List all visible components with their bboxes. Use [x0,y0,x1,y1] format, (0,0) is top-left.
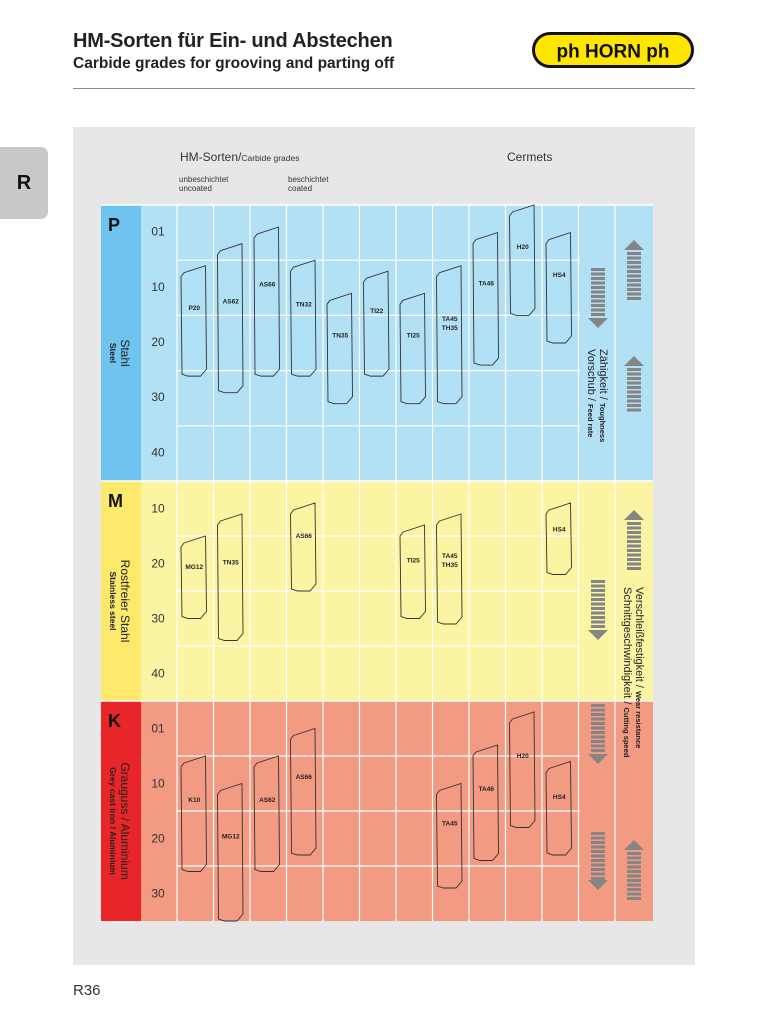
arrow-stripe [591,718,605,721]
arrow-stripe [627,404,641,407]
arrow-stripe [591,877,605,880]
section-letter-K: K [108,711,121,731]
arrow-stripe [627,888,641,891]
arrow-stripe [591,585,605,588]
arrow-stripe [591,704,605,707]
arrow-stripe [627,373,641,376]
label-feed-rate [585,349,597,437]
grade-label: HS4 [552,526,566,534]
label-cutting-speed-de: Schnittgeschwindigkeit / [621,587,633,708]
section-tab[interactable]: R [0,147,48,219]
scale-label: 01 [151,721,165,736]
arrow-stripe [627,527,641,530]
arrow-stripe [591,873,605,876]
arrow-stripe [627,400,641,403]
arrow-stripe [591,745,605,748]
arrow-stripe [627,536,641,539]
arrow-stripe [627,275,641,278]
arrow-stripe [627,270,641,273]
arrow-stripe [591,309,605,312]
arrow-down-p [588,268,608,328]
arrow-stripe [627,288,641,291]
arrow-stripe [591,598,605,601]
arrow-stripe [627,567,641,570]
uncoated-en: uncoated [179,184,212,193]
arrow-stripe [591,277,605,280]
grade-label: MG12 [221,833,240,841]
arrow-stripe [627,884,641,887]
label-feed-rate-de: Vorschub / [585,349,597,405]
grade-label: K10 [188,797,201,805]
arrow-stripe [627,554,641,557]
arrow-stripe [627,870,641,873]
arrow-stripe [591,286,605,289]
arrow-stripe [627,391,641,394]
page-number: R36 [73,982,101,999]
arrow-stripe [591,713,605,716]
grade-label: TA45 [442,553,458,560]
arrow-stripe [627,879,641,882]
arrow-stripe [627,857,641,860]
arrow-stripe [627,297,641,300]
arrow-stripe [627,861,641,864]
arrow-stripe [591,291,605,294]
section-letter-M: M [108,491,123,511]
section-M [101,481,653,701]
arrow-stripe [627,540,641,543]
label-cutting-speed [621,587,633,758]
grade-label: TA46 [478,786,494,794]
arrow-stripe [627,893,641,896]
page-subtitle: Carbide grades for grooving and parting off [73,55,395,72]
grade-label: TN32 [295,301,312,309]
grade-label: AS66 [295,774,312,782]
arrow-stripe [627,252,641,255]
grade-label: HS4 [552,793,566,801]
label-toughness-de: Zähigkeit / [597,349,609,403]
grade-label: TA45 [442,315,458,323]
scale-label: 30 [151,611,165,626]
scale-label: 20 [151,335,165,349]
arrow-down-k-top [588,704,608,764]
grade-label: AS66 [295,533,312,541]
arrow-stripe [627,409,641,412]
arrow-stripe [591,589,605,592]
arrow-stripe [627,377,641,380]
section-letter-P: P [108,215,121,235]
arrow-stripe [627,866,641,869]
carbide-grades-de: HM-Sorten/ [180,150,242,164]
grade-label: TA45 [442,820,458,828]
arrow-stripe [627,293,641,296]
grade-label: TI22 [370,308,384,316]
section-name-P [108,339,132,366]
arrow-stripe [591,709,605,712]
label-feed-rate-text [585,349,597,437]
arrow-stripe [591,603,605,606]
grade-label: TH35 [441,562,458,569]
arrow-stripe [591,832,605,835]
arrow-stripe [627,549,641,552]
grade-label: AS62 [222,298,239,306]
section-name-K [108,762,132,879]
arrow-stripe [627,522,641,525]
arrow-stripe [627,545,641,548]
grade-label: TN35 [222,559,239,567]
arrow-stripe [591,841,605,844]
grade-label: AS62 [259,797,276,805]
grade-label: TA46 [478,280,494,288]
label-toughness-text [597,349,609,442]
arrow-stripe [591,859,605,862]
arrow-stripe [591,300,605,303]
arrow-stripe [627,382,641,385]
cermets-header: Cermets [507,150,553,164]
grade-label: H20 [516,244,529,252]
coated-en: coated [288,184,313,193]
arrow-up-m [624,510,644,570]
arrow-stripe [591,607,605,610]
arrow-stripe [591,855,605,858]
scale-label: 20 [151,556,165,571]
arrow-stripe [591,616,605,619]
arrow-stripe [591,580,605,583]
grade-label: AS66 [259,281,276,289]
arrow-stripe [591,722,605,725]
arrow-stripe [627,852,641,855]
section-P [101,205,653,481]
arrow-stripe [591,740,605,743]
label-cutting-speed-en: Cutting speed [622,707,631,758]
arrow-stripe [591,612,605,615]
scale-label: 10 [151,776,165,791]
arrow-stripe [591,295,605,298]
arrow-stripe [591,731,605,734]
arrow-stripe [591,304,605,307]
label-toughness [597,349,609,442]
arrow-stripe [591,727,605,730]
section-name-M [108,560,132,643]
logo-text: ph HORN ph [556,41,670,63]
section-name-en: Grey cast iron / Aluminium [108,767,118,875]
label-toughness-en: Toughness [598,402,607,443]
grade-label: TN35 [332,332,349,340]
uncoated-de: unbeschichtet [179,175,229,184]
scale-label: 10 [151,501,165,516]
label-wear-resistance [633,587,645,748]
grid-bg-P [177,205,653,481]
grade-label: TI25 [406,557,420,565]
arrow-stripe [591,594,605,597]
arrow-stripe [591,868,605,871]
grade-label: H20 [516,753,529,761]
grade-label: MG12 [185,564,204,571]
arrow-down-m [588,580,608,640]
section-name-de: Stahl [118,339,132,367]
label-feed-rate-en: Feed rate [586,404,595,438]
arrow-stripe [591,837,605,840]
grade-label: P20 [188,304,201,312]
grade-label: HS4 [552,271,566,279]
arrow-stripe [591,282,605,285]
arrow-stripe [591,621,605,624]
label-wear-resistance-de: Verschleißfestigkeit / [633,587,645,691]
arrow-stripe [591,736,605,739]
arrow-stripe [627,284,641,287]
arrow-stripe [591,850,605,853]
section-K [101,701,653,921]
page-title: HM-Sorten für Ein- und Abstechen [73,30,393,52]
arrow-up-p-top [624,240,644,300]
arrow-stripe [627,875,641,878]
carbide-grades-en: Carbide grades [241,153,300,163]
section-name-de: Grauguss / Aluminium [118,762,132,880]
arrow-stripe [627,261,641,264]
arrow-stripe [627,257,641,260]
arrow-stripe [591,864,605,867]
scale-label: 30 [151,390,165,405]
arrow-stripe [627,531,641,534]
arrow-up-k [624,840,644,900]
grade-label: TH35 [441,324,458,332]
coated-de: beschichtet [288,175,329,184]
label-wear-resistance-en: Wear resistance [634,690,643,749]
arrow-stripe [591,273,605,276]
arrow-stripe [627,558,641,561]
scale-label: 20 [151,831,165,846]
scale-label: 40 [151,445,165,460]
label-cutting-speed-text [621,587,633,758]
arrow-stripe [591,625,605,628]
scale-label: 01 [151,224,165,239]
arrow-stripe [627,897,641,900]
arrow-stripe [591,846,605,849]
arrow-stripe [591,749,605,752]
section-name-en: Steel [108,342,118,364]
grade-label: TI25 [406,332,420,340]
arrow-stripe [627,368,641,371]
arrow-stripe [627,279,641,282]
section-name-de: Rostfreier Stahl [118,559,132,643]
scale-label: 10 [151,279,165,294]
arrow-stripe [591,268,605,271]
arrow-stripe [627,563,641,566]
scale-label: 40 [151,666,165,681]
arrow-stripe [627,266,641,269]
arrow-stripe [627,386,641,389]
arrow-stripe [591,313,605,316]
section-name-en: Stainless steel [108,571,118,631]
scale-label: 30 [151,886,165,901]
arrow-stripe [627,395,641,398]
label-wear-resistance-text [633,587,645,748]
